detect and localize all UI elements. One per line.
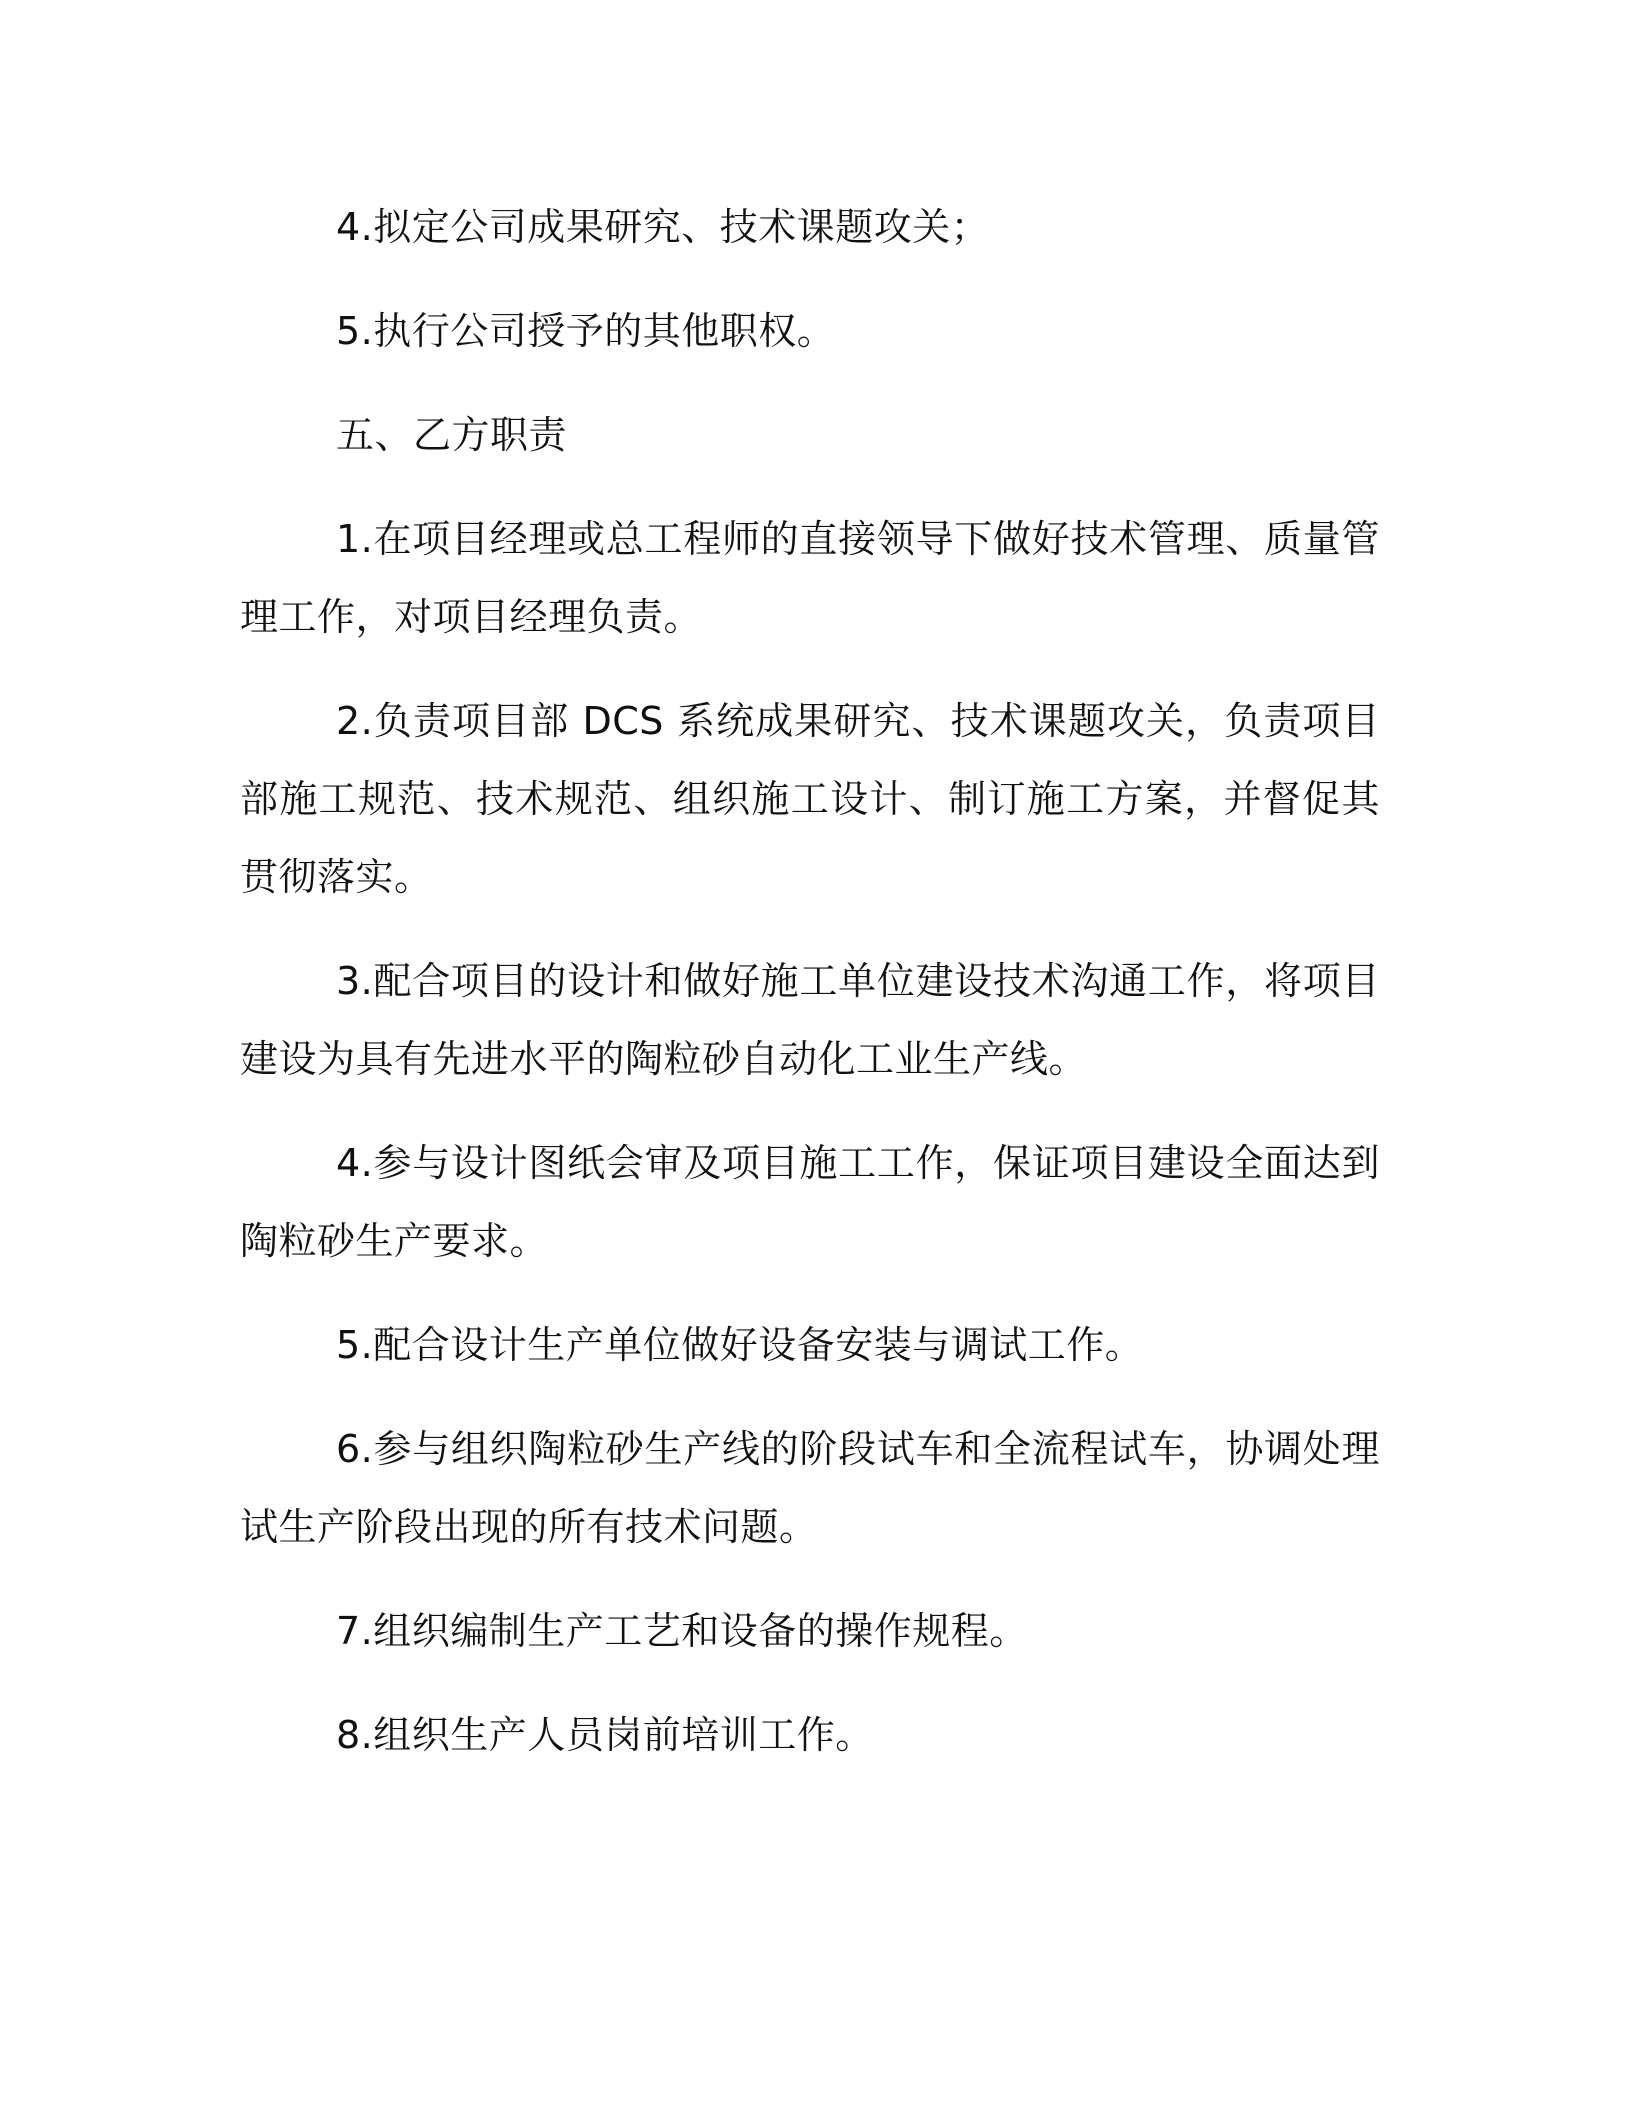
- section-heading: 五、乙方职责: [336, 413, 568, 457]
- duty-8-paragraph: 8.组织生产人员岗前培训工作。: [336, 1713, 874, 1757]
- duty-5-paragraph: 5.配合设计生产单位做好设备安装与调试工作。: [336, 1323, 1144, 1367]
- duty-3-paragraph: 3.配合项目的设计和做好施工单位建设技术沟通工作，将项目建设为具有先进水平的陶粒砂自动化工业生产线。: [240, 959, 1380, 1081]
- duty-7-paragraph: 7.组织编制生产工艺和设备的操作规程。: [336, 1609, 1028, 1653]
- document-body: [240, 188, 1380, 1800]
- duty-2-paragraph: 2.负责项目部 DCS 系统成果研究、技术课题攻关，负责项目部施工规范、技术规范、组织施工设计、制订施工方案，并督促其贯彻落实。: [240, 699, 1380, 899]
- duty-6-paragraph: 6.参与组织陶粒砂生产线的阶段试车和全流程试车，协调处理试生产阶段出现的所有技术问题。: [240, 1427, 1380, 1549]
- duty-4-paragraph: 4.参与设计图纸会审及项目施工工作，保证项目建设全面达到陶粒砂生产要求。: [240, 1141, 1380, 1263]
- item-4-paragraph: 4.拟定公司成果研究、技术课题攻关；: [336, 205, 990, 249]
- duty-1-paragraph: 1.在项目经理或总工程师的直接领导下做好技术管理、质量管理工作，对项目经理负责。: [240, 517, 1380, 639]
- item-5-paragraph: 5.执行公司授予的其他职权。: [336, 309, 836, 353]
